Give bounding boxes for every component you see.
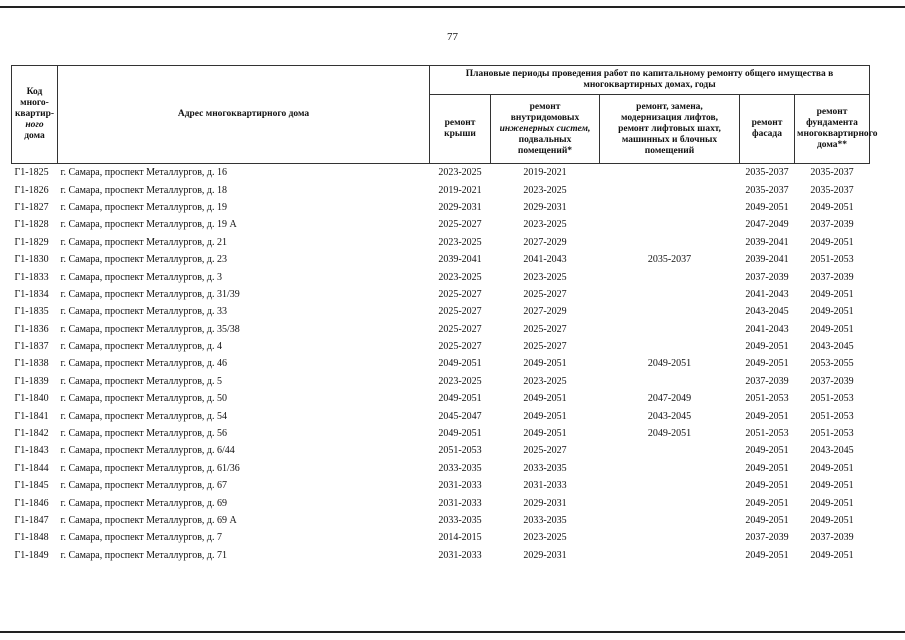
cell-code: Г1-1838 [14,358,49,370]
cell-systems: 2025-2027 [523,341,567,353]
table-row [12,407,870,424]
cell-lifts [600,199,740,216]
table-row [12,321,870,338]
table-row [12,338,870,355]
cell-lifts [600,338,740,355]
cell-lifts [600,321,740,338]
cell-lifts [600,268,740,285]
cell-facade: 2049-2051 [745,201,789,213]
cell-systems: 2049-2051 [523,358,567,370]
cell-roof: 2023-2025 [438,271,482,283]
cell-roof: 2025-2027 [438,219,482,231]
cell-address: г. Самара, проспект Металлургов, д. 71 [60,549,228,561]
cell-lifts [600,477,740,494]
cell-roof: 2023-2025 [438,236,482,248]
cell-systems: 2031-2033 [523,480,567,492]
cell-roof: 2025-2027 [438,306,482,318]
cell-systems: 2025-2027 [523,323,567,335]
cell-roof: 2023-2025 [438,375,482,387]
cell-systems: 2049-2051 [523,410,567,422]
cell-facade: 2049-2051 [745,358,789,370]
table-row [12,425,870,442]
cell-address: г. Самара, проспект Металлургов, д. 69 А [60,515,237,526]
cell-code: Г1-1835 [14,306,49,318]
cell-roof: 2049-2051 [438,393,482,405]
cell-roof: 2033-2035 [438,515,482,526]
cell-lifts: 2049-2051 [647,428,692,440]
cell-code: Г1-1826 [14,184,49,196]
cell-address: г. Самара, проспект Металлургов, д. 4 [60,341,223,353]
table-row [12,529,870,546]
cell-lifts [600,512,740,529]
table-row [12,460,870,477]
cell-systems: 2023-2025 [523,184,567,196]
cell-code: Г1-1833 [14,271,49,283]
cell-systems: 2027-2029 [523,236,567,248]
table-row [12,164,870,182]
table-row [12,216,870,233]
cell-systems: 2029-2031 [523,549,567,561]
cell-systems: 2029-2031 [523,497,567,509]
table-row [12,512,870,529]
cell-roof: 2031-2033 [438,549,482,561]
cell-roof: 2025-2027 [438,323,482,335]
cell-address: г. Самара, проспект Металлургов, д. 7 [60,532,223,544]
cell-facade: 2049-2051 [745,480,789,492]
cell-lifts [600,164,740,182]
cell-facade: 2049-2051 [745,341,789,353]
cell-code: Г1-1849 [14,549,49,561]
repair-schedule-table [11,65,878,564]
cell-foundation: 2049-2051 [810,201,854,213]
page-number: 77 [447,31,458,43]
cell-roof: 2025-2027 [438,288,482,300]
cell-lifts: 2043-2045 [647,410,692,422]
header-address: Адрес многоквартирного дома [58,66,430,164]
cell-roof: 2049-2051 [438,428,482,440]
cell-code: Г1-1845 [14,480,49,492]
cell-lifts [600,234,740,251]
header-systems: ремонт внутридомовых инженерных систем, подвальных помещений* [491,95,600,164]
cell-address: г. Самара, проспект Металлургов, д. 6/44 [60,445,235,457]
cell-code: Г1-1828 [14,219,49,231]
cell-address: г. Самара, проспект Металлургов, д. 18 [60,184,228,196]
table-row [12,268,870,285]
cell-foundation: 2053-2055 [810,358,854,370]
cell-lifts [600,460,740,477]
cell-address: г. Самара, проспект Металлургов, д. 35/38 [60,323,240,335]
cell-foundation: 2035-2037 [810,167,854,179]
cell-lifts [600,303,740,320]
cell-roof: 2025-2027 [438,341,482,353]
table-row [12,199,870,216]
header-planned-periods: Плановые периоды проведения работ по капитальному ремонту общего имущества в многоквартирных домах, годы [430,66,870,95]
cell-foundation: 2051-2053 [810,254,854,266]
cell-systems: 2049-2051 [523,393,567,405]
cell-facade: 2049-2051 [745,445,789,457]
cell-address: г. Самара, проспект Металлургов, д. 61/36 [60,462,240,474]
cell-systems: 2033-2035 [523,515,567,526]
header-code: Код много- квартир- ного дома [12,66,58,164]
cell-lifts [600,494,740,511]
cell-facade: 2049-2051 [745,497,789,509]
cell-address: г. Самара, проспект Металлургов, д. 5 [60,375,223,387]
cell-facade: 2037-2039 [745,271,789,283]
cell-facade: 2049-2051 [745,515,789,526]
cell-roof: 2029-2031 [438,201,482,213]
cell-code: Г1-1846 [14,497,49,509]
cell-foundation: 2049-2051 [810,236,854,248]
cell-facade: 2035-2037 [745,184,789,196]
table-row [12,494,870,511]
header-lifts: ремонт, замена, модернизация лифтов, ремонт лифтовых шахт, машинных и блочных помещений [600,95,740,164]
cell-roof: 2045-2047 [438,410,482,422]
cell-code: Г1-1839 [14,375,49,387]
cell-systems: 2019-2021 [523,167,567,179]
cell-roof: 2031-2033 [438,480,482,492]
cell-facade: 2051-2053 [745,393,789,405]
cell-roof: 2031-2033 [438,497,482,509]
header-roof: ремонт крыши [430,95,491,164]
cell-systems: 2023-2025 [523,375,567,387]
cell-lifts [600,547,740,564]
cell-systems: 2041-2043 [523,254,567,266]
cell-address: г. Самара, проспект Металлургов, д. 46 [60,358,228,370]
table-row [12,390,870,407]
cell-roof: 2049-2051 [438,358,482,370]
cell-address: г. Самара, проспект Металлургов, д. 54 [60,410,228,422]
cell-foundation: 2037-2039 [810,375,854,387]
cell-foundation: 2049-2051 [810,323,854,335]
cell-facade: 2041-2043 [745,288,789,300]
cell-facade: 2051-2053 [745,428,789,440]
cell-roof: 2051-2053 [438,445,482,457]
cell-roof: 2019-2021 [438,184,482,196]
table-row [12,355,870,372]
cell-address: г. Самара, проспект Металлургов, д. 3 [60,271,223,283]
cell-address: г. Самара, проспект Металлургов, д. 21 [60,236,228,248]
cell-code: Г1-1848 [14,532,49,544]
cell-foundation: 2049-2051 [810,515,854,526]
cell-address: г. Самара, проспект Металлургов, д. 19 [60,201,228,213]
cell-address: г. Самара, проспект Металлургов, д. 19 А [60,219,237,231]
cell-foundation: 2049-2051 [810,549,854,561]
cell-facade: 2039-2041 [745,254,789,266]
cell-lifts [600,286,740,303]
cell-code: Г1-1840 [14,393,49,405]
cell-address: г. Самара, проспект Металлургов, д. 69 [60,497,228,509]
cell-address: г. Самара, проспект Металлургов, д. 16 [60,167,228,179]
cell-code: Г1-1834 [14,288,49,300]
cell-code: Г1-1844 [14,462,49,474]
cell-systems: 2033-2035 [523,462,567,474]
table-row [12,251,870,268]
cell-systems: 2029-2031 [523,201,567,213]
cell-facade: 2035-2037 [745,167,789,179]
cell-lifts: 2047-2049 [647,393,692,405]
cell-roof: 2014-2015 [438,532,482,544]
cell-code: Г1-1830 [14,254,49,266]
cell-systems: 2027-2029 [523,306,567,318]
cell-facade: 2043-2045 [745,306,789,318]
cell-foundation: 2051-2053 [810,393,854,405]
cell-lifts [600,529,740,546]
cell-systems: 2023-2025 [523,219,567,231]
cell-facade: 2049-2051 [745,549,789,561]
cell-roof: 2023-2025 [438,167,482,179]
cell-address: г. Самара, проспект Металлургов, д. 67 [60,480,228,492]
cell-code: Г1-1841 [14,410,49,422]
cell-foundation: 2037-2039 [810,532,854,544]
cell-lifts [600,216,740,233]
cell-code: Г1-1827 [14,201,49,213]
table-row [12,303,870,320]
cell-facade: 2041-2043 [745,323,789,335]
cell-code: Г1-1829 [14,236,49,248]
cell-code: Г1-1842 [14,428,49,440]
cell-facade: 2039-2041 [745,236,789,248]
cell-code: Г1-1847 [14,515,49,526]
cell-address: г. Самара, проспект Металлургов, д. 23 [60,254,228,266]
cell-systems: 2023-2025 [523,532,567,544]
table-row [12,477,870,494]
table-row [12,286,870,303]
cell-facade: 2049-2051 [745,410,789,422]
cell-facade: 2047-2049 [745,219,789,231]
cell-lifts: 2035-2037 [647,254,692,266]
header-foundation: ремонт фундамента многоквартирного дома** [795,95,870,164]
cell-roof: 2033-2035 [438,462,482,474]
top-rule [0,6,905,8]
cell-foundation: 2043-2045 [810,341,854,353]
cell-code: Г1-1843 [14,445,49,457]
cell-address: г. Самара, проспект Металлургов, д. 31/39 [60,288,240,300]
cell-lifts [600,373,740,390]
cell-code: Г1-1837 [14,341,49,353]
cell-foundation: 2049-2051 [810,288,854,300]
table-row [12,442,870,459]
cell-address: г. Самара, проспект Металлургов, д. 33 [60,306,228,318]
cell-systems: 2025-2027 [523,288,567,300]
cell-foundation: 2051-2053 [810,428,854,440]
bottom-rule [0,631,905,633]
table-row [12,547,870,564]
header-facade: ремонт фасада [740,95,795,164]
table-row [12,181,870,198]
cell-foundation: 2049-2051 [810,480,854,492]
cell-foundation: 2037-2039 [810,271,854,283]
cell-lifts [600,181,740,198]
cell-foundation: 2051-2053 [810,410,854,422]
cell-lifts: 2049-2051 [647,358,692,370]
table-row [12,373,870,390]
cell-foundation: 2049-2051 [810,306,854,318]
cell-foundation: 2049-2051 [810,497,854,509]
cell-code: Г1-1825 [14,167,49,179]
cell-address: г. Самара, проспект Металлургов, д. 56 [60,428,228,440]
cell-facade: 2037-2039 [745,532,789,544]
cell-roof: 2039-2041 [438,254,482,266]
cell-facade: 2037-2039 [745,375,789,387]
cell-foundation: 2035-2037 [810,184,854,196]
cell-systems: 2023-2025 [523,271,567,283]
cell-foundation: 2043-2045 [810,445,854,457]
cell-foundation: 2037-2039 [810,219,854,231]
cell-address: г. Самара, проспект Металлургов, д. 50 [60,393,228,405]
cell-systems: 2049-2051 [523,428,567,440]
cell-foundation: 2049-2051 [810,462,854,474]
cell-systems: 2025-2027 [523,445,567,457]
table-row [12,234,870,251]
cell-facade: 2049-2051 [745,462,789,474]
cell-lifts [600,442,740,459]
cell-code: Г1-1836 [14,323,49,335]
